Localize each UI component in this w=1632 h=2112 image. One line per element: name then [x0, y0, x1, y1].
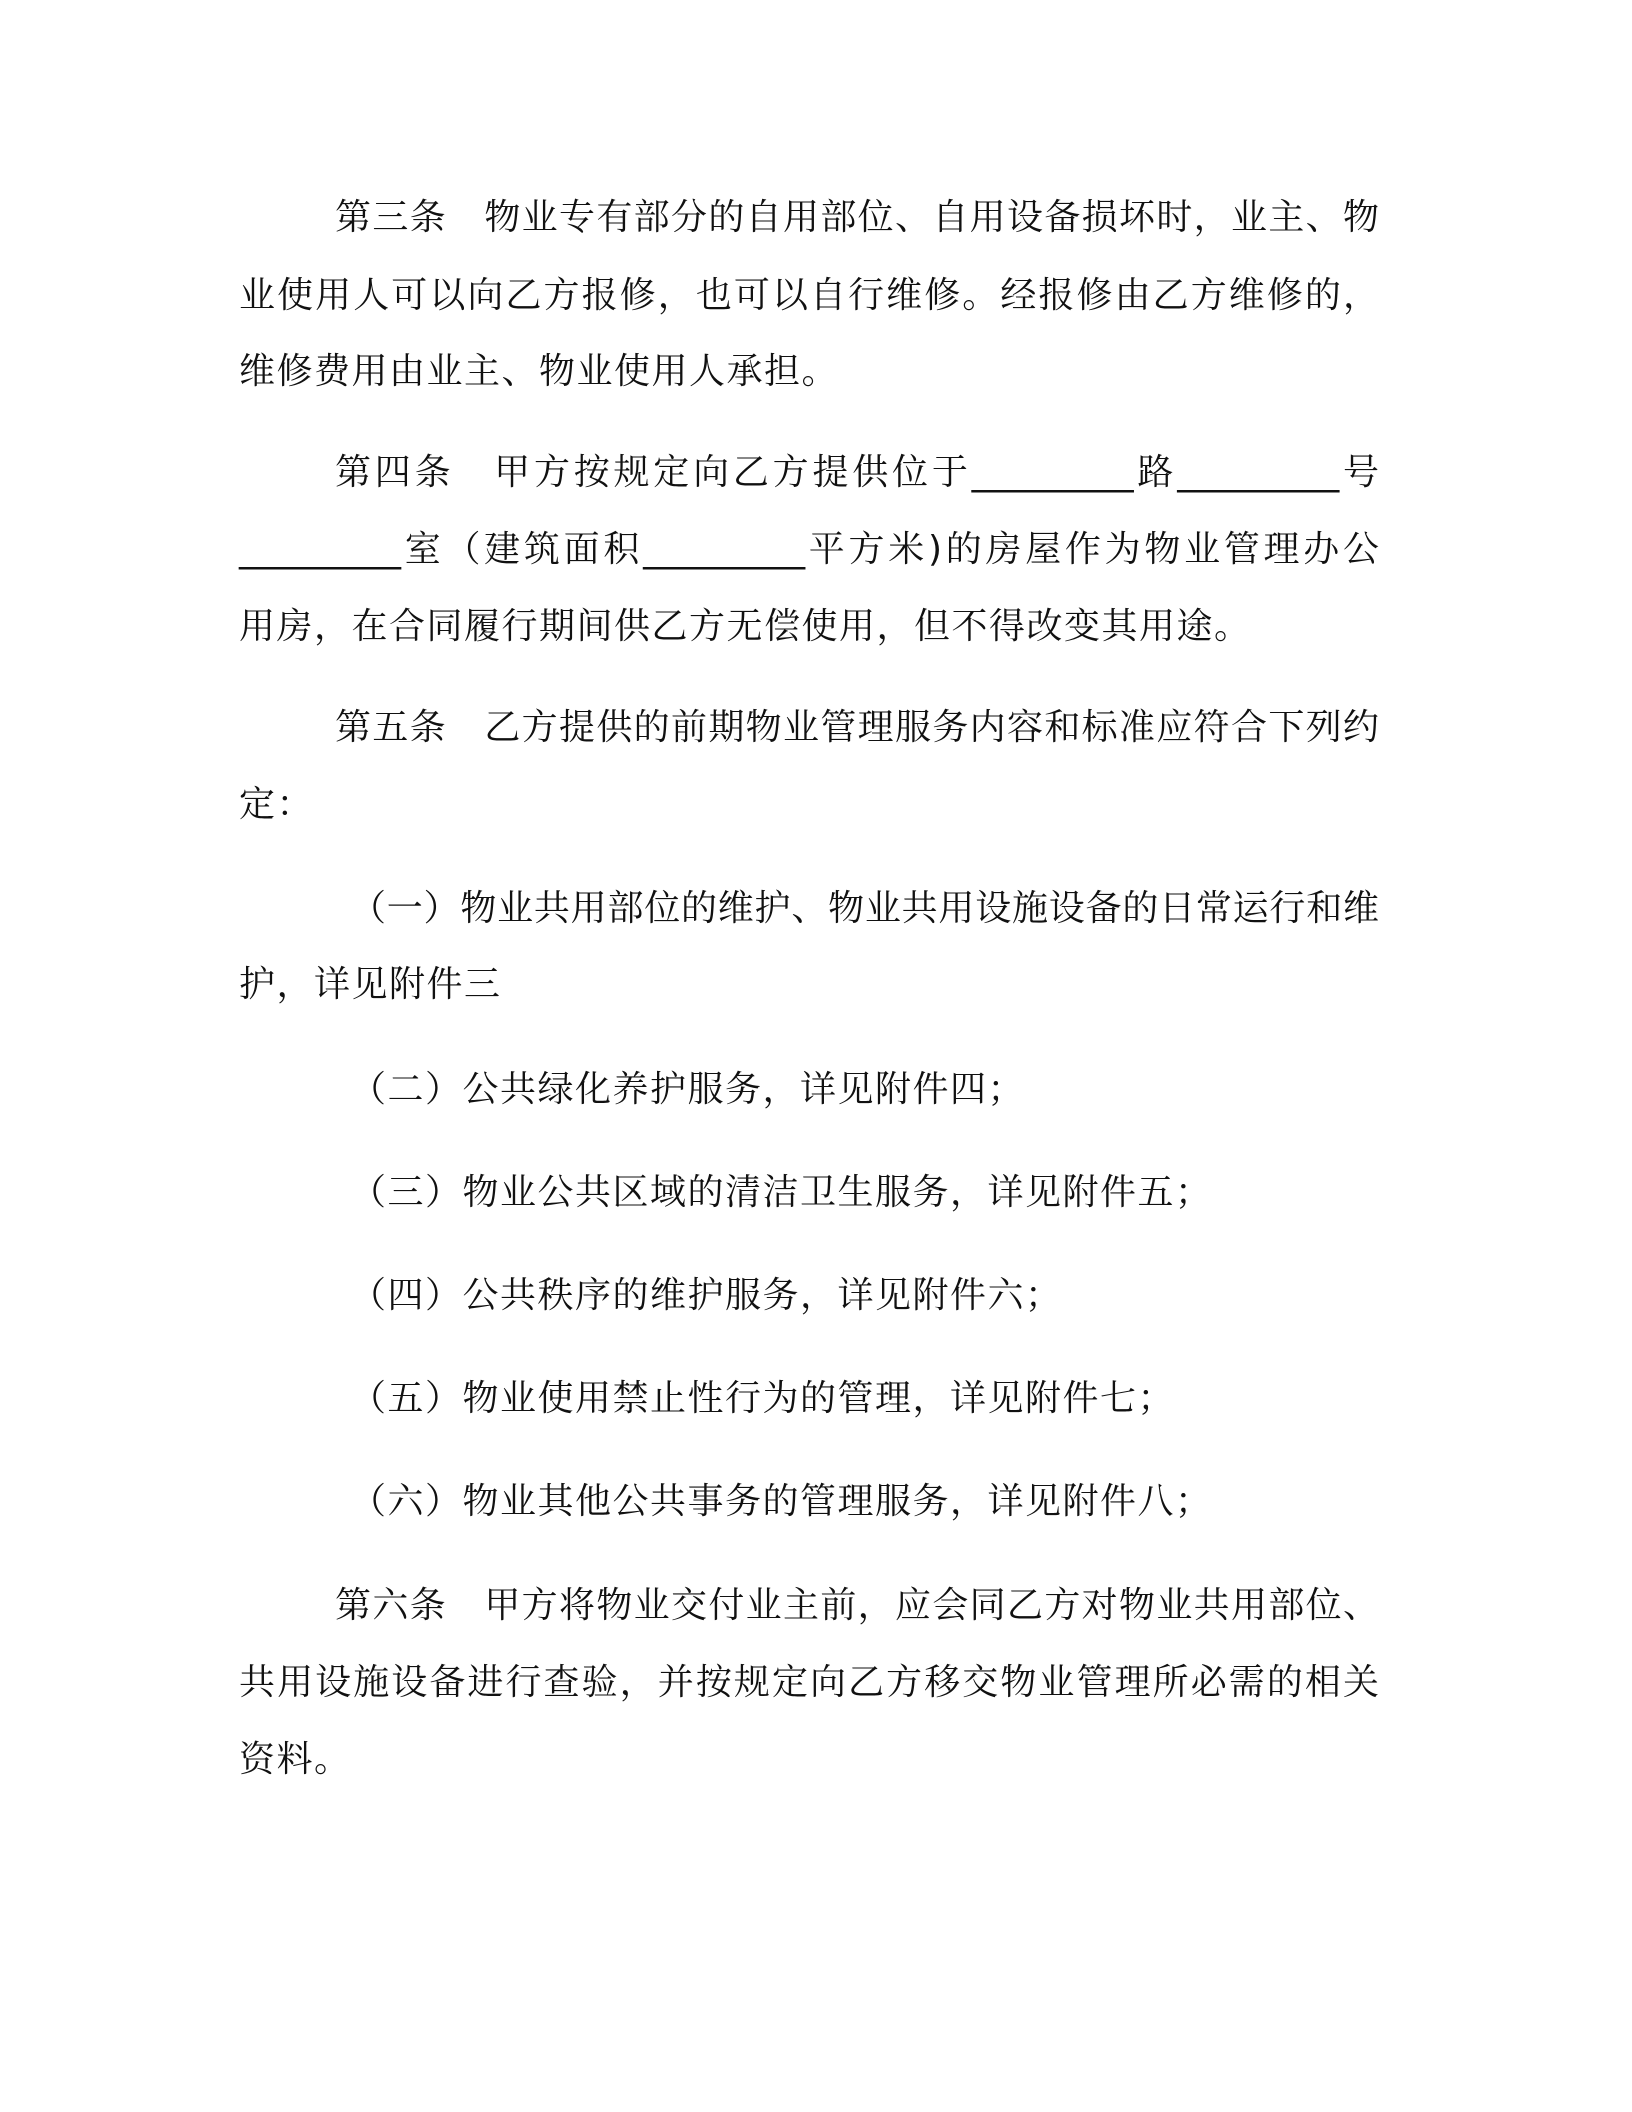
item-6: （六）物业其他公共事务的管理服务，详见附件八；: [350, 1481, 1213, 1522]
item-4: （四）公共秩序的维护服务，详见附件六；: [350, 1275, 1063, 1316]
article-3-line-1: 第三条 物业专有部分的自用部位、自用设备损坏时，业主、物: [335, 197, 1379, 238]
article-5-line-1: 第五条 乙方提供的前期物业管理服务内容和标准应符合下列约: [335, 707, 1379, 748]
item-2: （二）公共绿化养护服务，详见附件四；: [350, 1069, 1026, 1110]
item-1-line-2: 护，详见附件三: [239, 964, 502, 1005]
article-6-line-1: 第六条 甲方将物业交付业主前，应会同乙方对物业共用部位、: [335, 1585, 1379, 1626]
article-4-line-3: 用房，在合同履行期间供乙方无偿使用，但不得改变其用途。: [239, 606, 1252, 647]
article-3-line-2: 业使用人可以向乙方报修，也可以自行维修。经报修由乙方维修的，: [239, 275, 1379, 316]
article-3-line-3: 维修费用由业主、物业使用人承担。: [239, 351, 840, 392]
article-4-line-1: 第四条 甲方按规定向乙方提供位于_________路_________号: [335, 452, 1379, 493]
item-5: （五）物业使用禁止性行为的管理，详见附件七；: [350, 1378, 1176, 1419]
article-5-line-2: 定：: [239, 784, 315, 825]
article-6-line-3: 资料。: [239, 1739, 352, 1780]
article-6-line-2: 共用设施设备进行查验，并按规定向乙方移交物业管理所必需的相关: [239, 1662, 1379, 1703]
article-4-line-2: _________室（建筑面积_________平方米)的房屋作为物业管理办公: [239, 529, 1379, 570]
item-3: （三）物业公共区域的清洁卫生服务，详见附件五；: [350, 1172, 1213, 1213]
item-1-line-1: （一）物业共用部位的维护、物业共用设施设备的日常运行和维: [350, 888, 1379, 929]
